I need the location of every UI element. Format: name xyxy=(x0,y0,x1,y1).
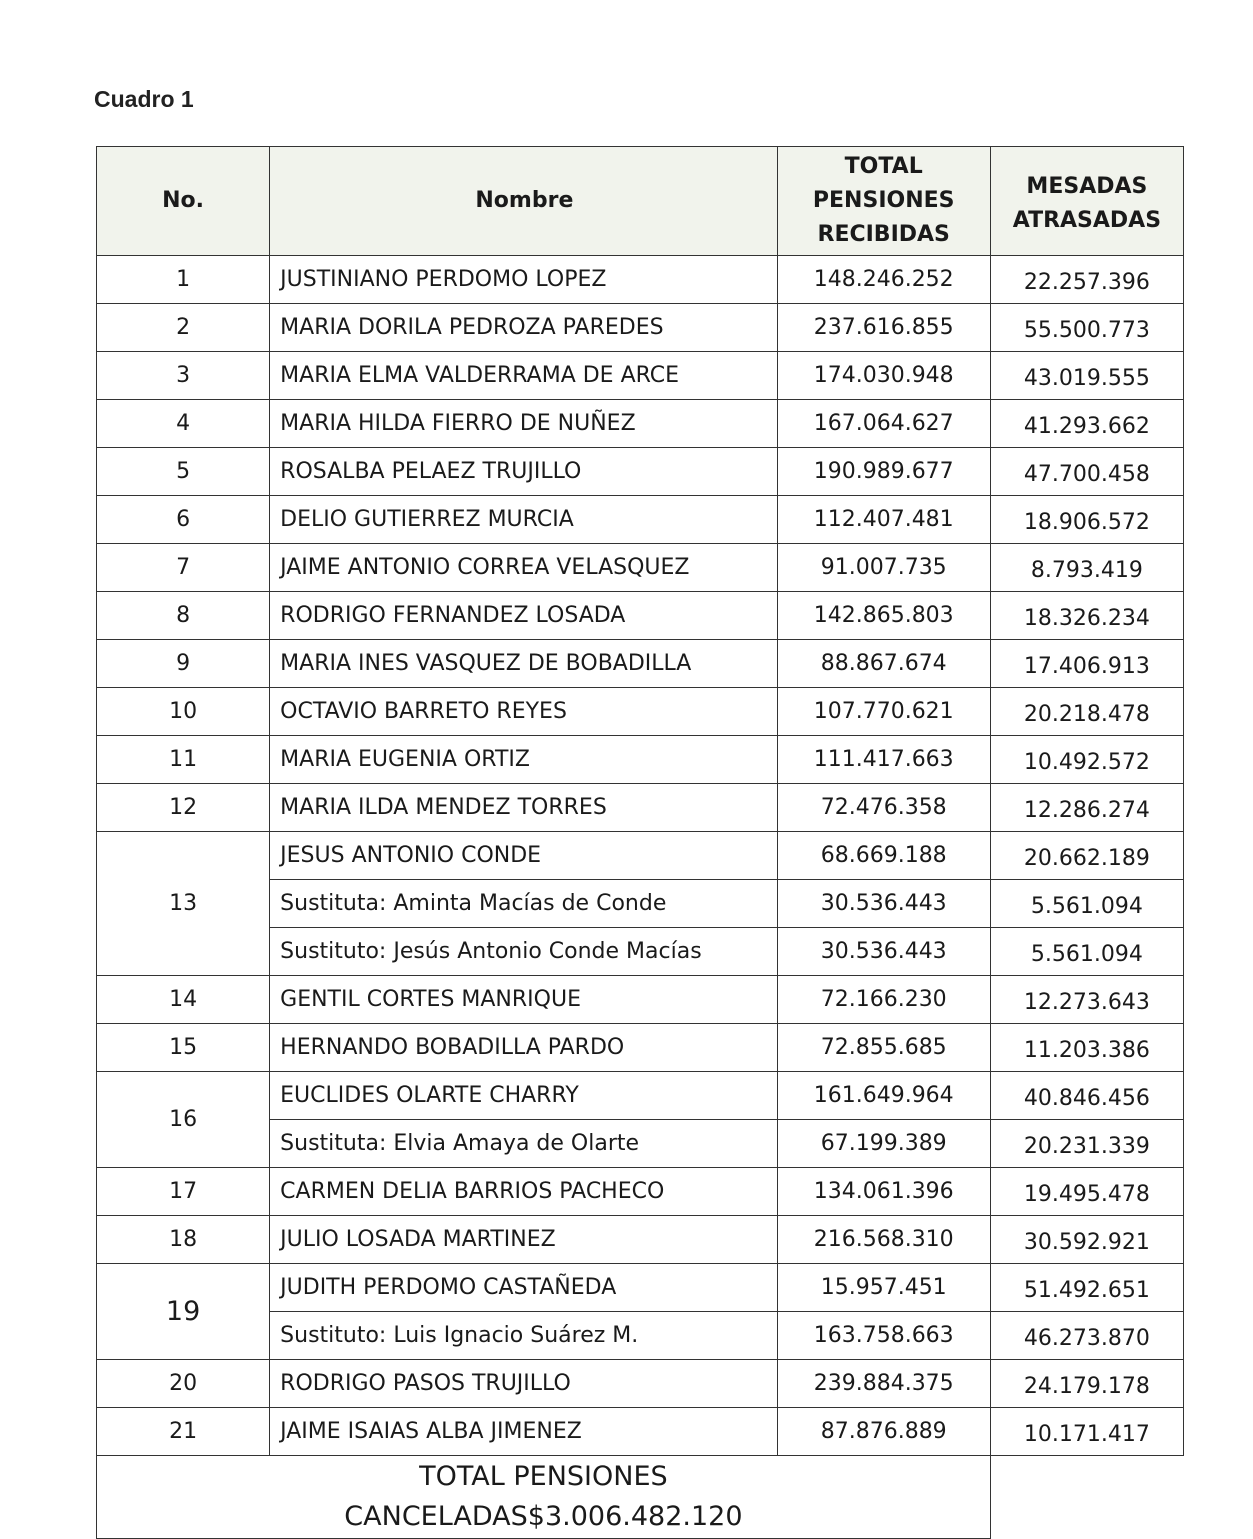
header-no: No. xyxy=(97,147,270,256)
cell-no: 9 xyxy=(97,640,270,688)
table-row xyxy=(97,832,1184,880)
table-row xyxy=(97,448,1184,496)
cell-no: 19 xyxy=(97,1264,270,1360)
table-row xyxy=(97,688,1184,736)
cell-total-pensiones: 142.865.803 xyxy=(777,592,990,640)
cell-total-pensiones: 72.855.685 xyxy=(777,1024,990,1072)
table-row xyxy=(97,400,1184,448)
cell-mesadas-atrasadas: 12.273.643 xyxy=(990,976,1183,1024)
header-total-pensiones-recibidas: TOTAL PENSIONES RECIBIDAS xyxy=(777,147,990,256)
cell-mesadas-atrasadas: 24.179.178 xyxy=(990,1360,1183,1408)
cell-total-pensiones: 88.867.674 xyxy=(777,640,990,688)
cell-no: 5 xyxy=(97,448,270,496)
cell-mesadas-atrasadas: 20.231.339 xyxy=(990,1120,1183,1168)
cell-mesadas-atrasadas: 10.171.417 xyxy=(990,1408,1183,1456)
cell-total-pensiones: 72.476.358 xyxy=(777,784,990,832)
cell-total-pensiones: 72.166.230 xyxy=(777,976,990,1024)
cell-mesadas-atrasadas: 20.218.478 xyxy=(990,688,1183,736)
table-row xyxy=(97,1264,1184,1312)
table-row xyxy=(97,592,1184,640)
total-amount: CANCELADAS$3.006.482.120 xyxy=(344,1501,743,1532)
table-row xyxy=(97,1168,1184,1216)
cell-total-pensiones: 190.989.677 xyxy=(777,448,990,496)
cell-mesadas-atrasadas: 11.203.386 xyxy=(990,1024,1183,1072)
table-row xyxy=(97,304,1184,352)
cell-nombre: Sustituto: Luis Ignacio Suárez M. xyxy=(270,1312,777,1360)
table-row xyxy=(97,1216,1184,1264)
cell-nombre: OCTAVIO BARRETO REYES xyxy=(270,688,777,736)
cell-mesadas-atrasadas: 55.500.773 xyxy=(990,304,1183,352)
cell-nombre: MARIA DORILA PEDROZA PAREDES xyxy=(270,304,777,352)
cell-nombre: Sustituta: Aminta Macías de Conde xyxy=(270,880,777,928)
total-row xyxy=(97,1456,1184,1539)
cell-no: 15 xyxy=(97,1024,270,1072)
cell-mesadas-atrasadas: 22.257.396 xyxy=(990,256,1183,304)
cell-mesadas-atrasadas: 40.846.456 xyxy=(990,1072,1183,1120)
table-row xyxy=(97,1024,1184,1072)
cell-mesadas-atrasadas: 47.700.458 xyxy=(990,448,1183,496)
cell-total-pensiones: 161.649.964 xyxy=(777,1072,990,1120)
cell-nombre: MARIA ELMA VALDERRAMA DE ARCE xyxy=(270,352,777,400)
cell-mesadas-atrasadas: 17.406.913 xyxy=(990,640,1183,688)
cell-total-pensiones: 107.770.621 xyxy=(777,688,990,736)
cell-nombre: GENTIL CORTES MANRIQUE xyxy=(270,976,777,1024)
cell-mesadas-atrasadas: 10.492.572 xyxy=(990,736,1183,784)
cell-total-pensiones: 15.957.451 xyxy=(777,1264,990,1312)
table-row xyxy=(97,736,1184,784)
table-header-row xyxy=(97,147,1184,256)
cell-no: 11 xyxy=(97,736,270,784)
table-row xyxy=(97,544,1184,592)
cell-no: 18 xyxy=(97,1216,270,1264)
cell-no: 21 xyxy=(97,1408,270,1456)
cell-no: 8 xyxy=(97,592,270,640)
table-row xyxy=(97,976,1184,1024)
table-body xyxy=(97,256,1184,1456)
cell-mesadas-atrasadas: 51.492.651 xyxy=(990,1264,1183,1312)
cell-mesadas-atrasadas: 5.561.094 xyxy=(990,928,1183,976)
table-caption: Cuadro 1 xyxy=(94,86,194,112)
table-row xyxy=(97,1360,1184,1408)
cell-mesadas-atrasadas: 20.662.189 xyxy=(990,832,1183,880)
cell-no: 10 xyxy=(97,688,270,736)
cell-no: 20 xyxy=(97,1360,270,1408)
cell-total-pensiones: 237.616.855 xyxy=(777,304,990,352)
cell-total-pensiones: 216.568.310 xyxy=(777,1216,990,1264)
cell-no: 3 xyxy=(97,352,270,400)
table-row xyxy=(97,256,1184,304)
cell-mesadas-atrasadas: 19.495.478 xyxy=(990,1168,1183,1216)
cell-nombre: JUDITH PERDOMO CASTAÑEDA xyxy=(270,1264,777,1312)
cell-total-pensiones: 30.536.443 xyxy=(777,928,990,976)
cell-mesadas-atrasadas: 5.561.094 xyxy=(990,880,1183,928)
cell-no: 6 xyxy=(97,496,270,544)
cell-total-pensiones: 174.030.948 xyxy=(777,352,990,400)
cell-no: 2 xyxy=(97,304,270,352)
cell-nombre: JAIME ISAIAS ALBA JIMENEZ xyxy=(270,1408,777,1456)
cell-total-pensiones: 91.007.735 xyxy=(777,544,990,592)
cell-no: 12 xyxy=(97,784,270,832)
cell-nombre: EUCLIDES OLARTE CHARRY xyxy=(270,1072,777,1120)
cell-nombre: JULIO LOSADA MARTINEZ xyxy=(270,1216,777,1264)
header-nombre: Nombre xyxy=(270,147,777,256)
total-label: TOTAL PENSIONES xyxy=(419,1461,668,1492)
cell-no: 4 xyxy=(97,400,270,448)
table-row xyxy=(97,640,1184,688)
cell-nombre: JUSTINIANO PERDOMO LOPEZ xyxy=(270,256,777,304)
cell-nombre: JESUS ANTONIO CONDE xyxy=(270,832,777,880)
cell-total-pensiones: 30.536.443 xyxy=(777,880,990,928)
cell-nombre: MARIA HILDA FIERRO DE NUÑEZ xyxy=(270,400,777,448)
cell-total-pensiones: 111.417.663 xyxy=(777,736,990,784)
cell-total-pensiones: 239.884.375 xyxy=(777,1360,990,1408)
table-row xyxy=(97,1408,1184,1456)
cell-nombre: CARMEN DELIA BARRIOS PACHECO xyxy=(270,1168,777,1216)
cell-total-pensiones: 163.758.663 xyxy=(777,1312,990,1360)
cell-nombre: Sustituta: Elvia Amaya de Olarte xyxy=(270,1120,777,1168)
cell-total-pensiones: 112.407.481 xyxy=(777,496,990,544)
cell-total-pensiones: 167.064.627 xyxy=(777,400,990,448)
cell-nombre: DELIO GUTIERREZ MURCIA xyxy=(270,496,777,544)
total-cell xyxy=(97,1456,991,1539)
cell-nombre: HERNANDO BOBADILLA PARDO xyxy=(270,1024,777,1072)
cell-total-pensiones: 67.199.389 xyxy=(777,1120,990,1168)
cell-mesadas-atrasadas: 12.286.274 xyxy=(990,784,1183,832)
pensions-table xyxy=(96,146,1184,1539)
table-row xyxy=(97,1072,1184,1120)
cell-no: 7 xyxy=(97,544,270,592)
cell-no: 13 xyxy=(97,832,270,976)
cell-nombre: JAIME ANTONIO CORREA VELASQUEZ xyxy=(270,544,777,592)
header-mesadas-atrasadas: MESADAS ATRASADAS xyxy=(990,147,1183,256)
cell-nombre: RODRIGO PASOS TRUJILLO xyxy=(270,1360,777,1408)
cell-total-pensiones: 68.669.188 xyxy=(777,832,990,880)
cell-nombre: RODRIGO FERNANDEZ LOSADA xyxy=(270,592,777,640)
cell-mesadas-atrasadas: 46.273.870 xyxy=(990,1312,1183,1360)
cell-nombre: ROSALBA PELAEZ TRUJILLO xyxy=(270,448,777,496)
table-row xyxy=(97,352,1184,400)
cell-no: 17 xyxy=(97,1168,270,1216)
cell-mesadas-atrasadas: 41.293.662 xyxy=(990,400,1183,448)
table-row xyxy=(97,784,1184,832)
cell-nombre: Sustituto: Jesús Antonio Conde Macías xyxy=(270,928,777,976)
cell-total-pensiones: 87.876.889 xyxy=(777,1408,990,1456)
cell-nombre: MARIA EUGENIA ORTIZ xyxy=(270,736,777,784)
blank-cell xyxy=(990,1456,1183,1539)
cell-mesadas-atrasadas: 30.592.921 xyxy=(990,1216,1183,1264)
cell-mesadas-atrasadas: 8.793.419 xyxy=(990,544,1183,592)
cell-mesadas-atrasadas: 18.906.572 xyxy=(990,496,1183,544)
cell-nombre: MARIA INES VASQUEZ DE BOBADILLA xyxy=(270,640,777,688)
cell-mesadas-atrasadas: 18.326.234 xyxy=(990,592,1183,640)
cell-total-pensiones: 134.061.396 xyxy=(777,1168,990,1216)
cell-no: 16 xyxy=(97,1072,270,1168)
table-row xyxy=(97,496,1184,544)
cell-total-pensiones: 148.246.252 xyxy=(777,256,990,304)
cell-no: 14 xyxy=(97,976,270,1024)
cell-nombre: MARIA ILDA MENDEZ TORRES xyxy=(270,784,777,832)
cell-mesadas-atrasadas: 43.019.555 xyxy=(990,352,1183,400)
cell-no: 1 xyxy=(97,256,270,304)
